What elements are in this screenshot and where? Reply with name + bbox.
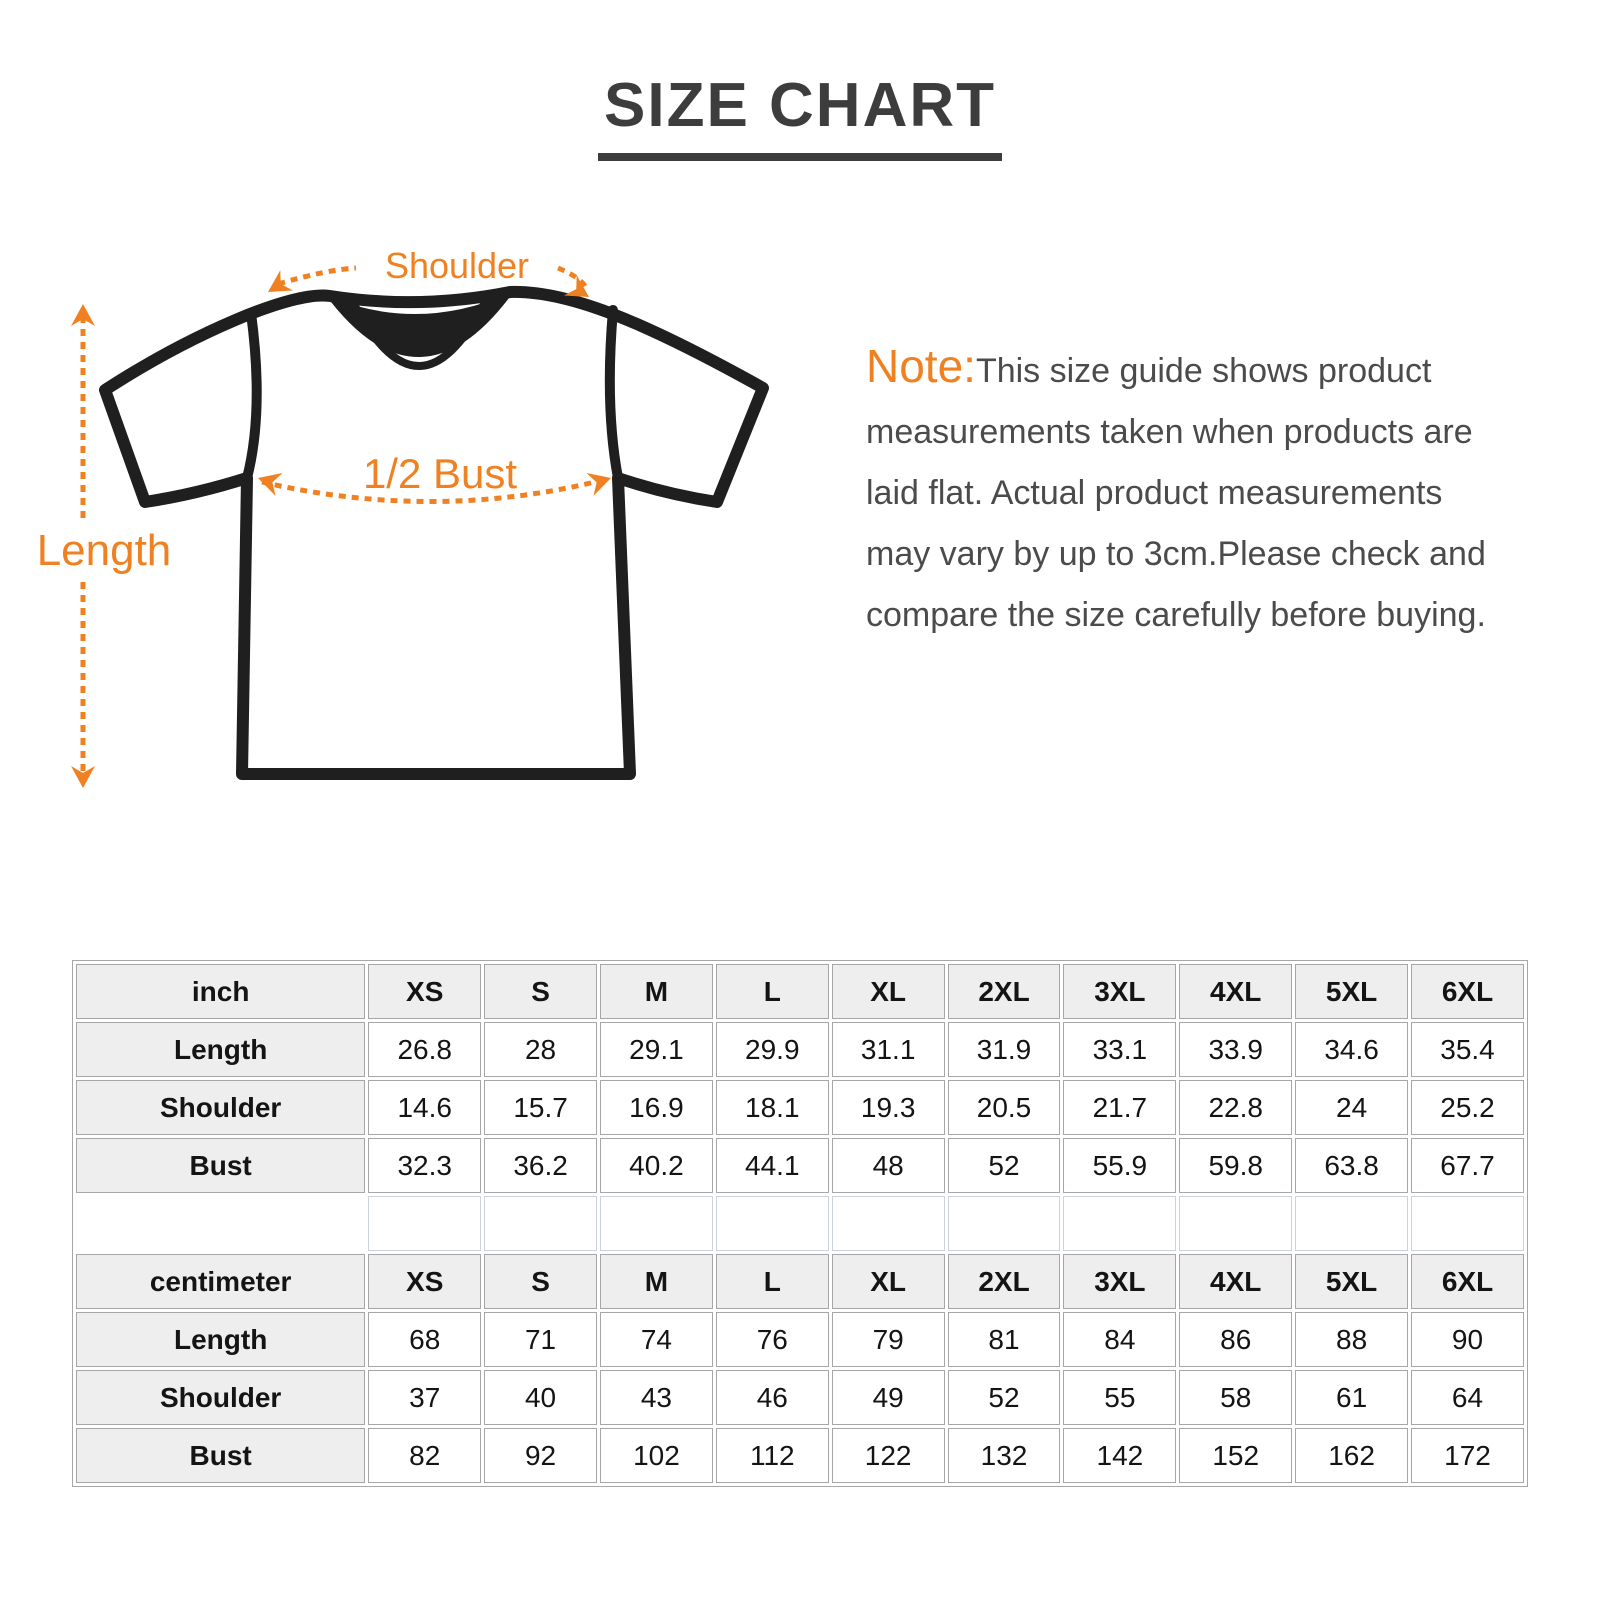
note-line: measurements taken when products are [866, 413, 1473, 451]
shoulder-arrow-dash-left [278, 268, 356, 284]
size-column-header: 6XL [1411, 964, 1524, 1019]
measurement-value: 31.1 [832, 1022, 945, 1077]
measurement-value: 55 [1063, 1370, 1176, 1425]
measurement-value: 36.2 [484, 1138, 597, 1193]
measurement-value: 132 [948, 1428, 1061, 1483]
size-table-wrap [72, 960, 1528, 1487]
measurement-value: 90 [1411, 1312, 1524, 1367]
note-line [866, 336, 1546, 402]
measurement-value: 14.6 [368, 1080, 481, 1135]
spacer-cell [1063, 1196, 1176, 1251]
page-title: SIZE CHART [598, 70, 1002, 161]
measurement-row [76, 1312, 1524, 1367]
size-column-header: 4XL [1179, 1254, 1292, 1309]
spacer-cell [832, 1196, 945, 1251]
note-line: laid flat. Actual product measurements [866, 474, 1443, 512]
measurement-value: 29.9 [716, 1022, 829, 1077]
measurement-value: 64 [1411, 1370, 1524, 1425]
measurement-value: 40.2 [600, 1138, 713, 1193]
measurement-value: 81 [948, 1312, 1061, 1367]
measurement-value: 33.9 [1179, 1022, 1292, 1077]
measurement-value: 24 [1295, 1080, 1408, 1135]
size-column-header: 2XL [948, 1254, 1061, 1309]
bust-measure-label: 1/2 Bust [362, 450, 518, 497]
measurement-value: 152 [1179, 1428, 1292, 1483]
measurement-value: 29.1 [600, 1022, 713, 1077]
measurement-value: 37 [368, 1370, 481, 1425]
measurement-value: 25.2 [1411, 1080, 1524, 1135]
measurement-value: 88 [1295, 1312, 1408, 1367]
size-column-header: M [600, 964, 713, 1019]
tshirt-measurement-diagram [30, 220, 790, 820]
measurement-row [76, 1138, 1524, 1193]
unit-label: inch [76, 964, 365, 1019]
size-column-header: 6XL [1411, 1254, 1524, 1309]
measurement-row [76, 1428, 1524, 1483]
size-column-header: L [716, 964, 829, 1019]
size-column-header: XS [368, 1254, 481, 1309]
measurement-value: 33.1 [1063, 1022, 1176, 1077]
measurement-value: 74 [600, 1312, 713, 1367]
measurement-value: 55.9 [1063, 1138, 1176, 1193]
measurement-value: 31.9 [948, 1022, 1061, 1077]
spacer-cell [716, 1196, 829, 1251]
measurement-value: 71 [484, 1312, 597, 1367]
size-column-header: 2XL [948, 964, 1061, 1019]
spacer-cell [484, 1196, 597, 1251]
spacer-cell [1179, 1196, 1292, 1251]
size-column-header: XL [832, 1254, 945, 1309]
measurement-value: 40 [484, 1370, 597, 1425]
measurement-value: 21.7 [1063, 1080, 1176, 1135]
size-header-row [76, 1254, 1524, 1309]
measurement-value: 20.5 [948, 1080, 1061, 1135]
size-column-header: 3XL [1063, 964, 1176, 1019]
spacer-cell [948, 1196, 1061, 1251]
measurement-row-label: Length [76, 1022, 365, 1077]
measurement-value: 58 [1179, 1370, 1292, 1425]
spacer-cell [1411, 1196, 1524, 1251]
measurement-value: 44.1 [716, 1138, 829, 1193]
measurement-value: 68 [368, 1312, 481, 1367]
measurement-value: 34.6 [1295, 1022, 1408, 1077]
measurement-row-label: Bust [76, 1428, 365, 1483]
size-column-header: L [716, 1254, 829, 1309]
note-line: compare the size carefully before buying. [866, 596, 1486, 634]
spacer-row [76, 1196, 1524, 1251]
title-wrap [0, 70, 1600, 161]
measurement-value: 16.9 [600, 1080, 713, 1135]
measurement-row [76, 1080, 1524, 1135]
measurement-value: 26.8 [368, 1022, 481, 1077]
note-text: This size guide shows product [975, 352, 1432, 390]
measurement-value: 172 [1411, 1428, 1524, 1483]
size-column-header: S [484, 1254, 597, 1309]
spacer-cell [76, 1196, 365, 1251]
length-measure-label: Length [36, 526, 172, 575]
size-column-header: 3XL [1063, 1254, 1176, 1309]
measurement-row-label: Shoulder [76, 1080, 365, 1135]
measurement-value: 35.4 [1411, 1022, 1524, 1077]
spacer-cell [1295, 1196, 1408, 1251]
measurement-value: 52 [948, 1138, 1061, 1193]
unit-label: centimeter [76, 1254, 365, 1309]
measurement-value: 48 [832, 1138, 945, 1193]
shoulder-measure-label: Shoulder [384, 245, 530, 286]
measurement-value: 22.8 [1179, 1080, 1292, 1135]
measurement-value: 84 [1063, 1312, 1176, 1367]
note-line: may vary by up to 3cm.Please check and [866, 535, 1486, 573]
measurement-value: 28 [484, 1022, 597, 1077]
measurement-value: 79 [832, 1312, 945, 1367]
measurement-value: 67.7 [1411, 1138, 1524, 1193]
measurement-row-label: Length [76, 1312, 365, 1367]
size-column-header: 4XL [1179, 964, 1292, 1019]
measurement-value: 102 [600, 1428, 713, 1483]
note-label: Note: [866, 340, 976, 392]
measurement-value: 15.7 [484, 1080, 597, 1135]
size-column-header: S [484, 964, 597, 1019]
measurement-value: 43 [600, 1370, 713, 1425]
measurement-value: 61 [1295, 1370, 1408, 1425]
measurement-value: 19.3 [832, 1080, 945, 1135]
measurement-value: 52 [948, 1370, 1061, 1425]
measurement-row [76, 1370, 1524, 1425]
size-column-header: M [600, 1254, 713, 1309]
size-column-header: XS [368, 964, 481, 1019]
size-column-header: XL [832, 964, 945, 1019]
size-column-header: 5XL [1295, 1254, 1408, 1309]
measurement-value: 86 [1179, 1312, 1292, 1367]
measurement-value: 142 [1063, 1428, 1176, 1483]
measurement-value: 46 [716, 1370, 829, 1425]
note-block [866, 336, 1546, 646]
measurement-value: 122 [832, 1428, 945, 1483]
measurement-value: 162 [1295, 1428, 1408, 1483]
measurement-value: 59.8 [1179, 1138, 1292, 1193]
measurement-row [76, 1022, 1524, 1077]
size-column-header: 5XL [1295, 964, 1408, 1019]
measurement-value: 63.8 [1295, 1138, 1408, 1193]
spacer-cell [368, 1196, 481, 1251]
size-header-row [76, 964, 1524, 1019]
measurement-value: 112 [716, 1428, 829, 1483]
measurement-row-label: Bust [76, 1138, 365, 1193]
spacer-cell [600, 1196, 713, 1251]
measurement-value: 49 [832, 1370, 945, 1425]
size-table [72, 960, 1528, 1487]
measurement-value: 18.1 [716, 1080, 829, 1135]
measurement-value: 92 [484, 1428, 597, 1483]
measurement-value: 32.3 [368, 1138, 481, 1193]
measurement-value: 82 [368, 1428, 481, 1483]
measurement-value: 76 [716, 1312, 829, 1367]
measurement-row-label: Shoulder [76, 1370, 365, 1425]
